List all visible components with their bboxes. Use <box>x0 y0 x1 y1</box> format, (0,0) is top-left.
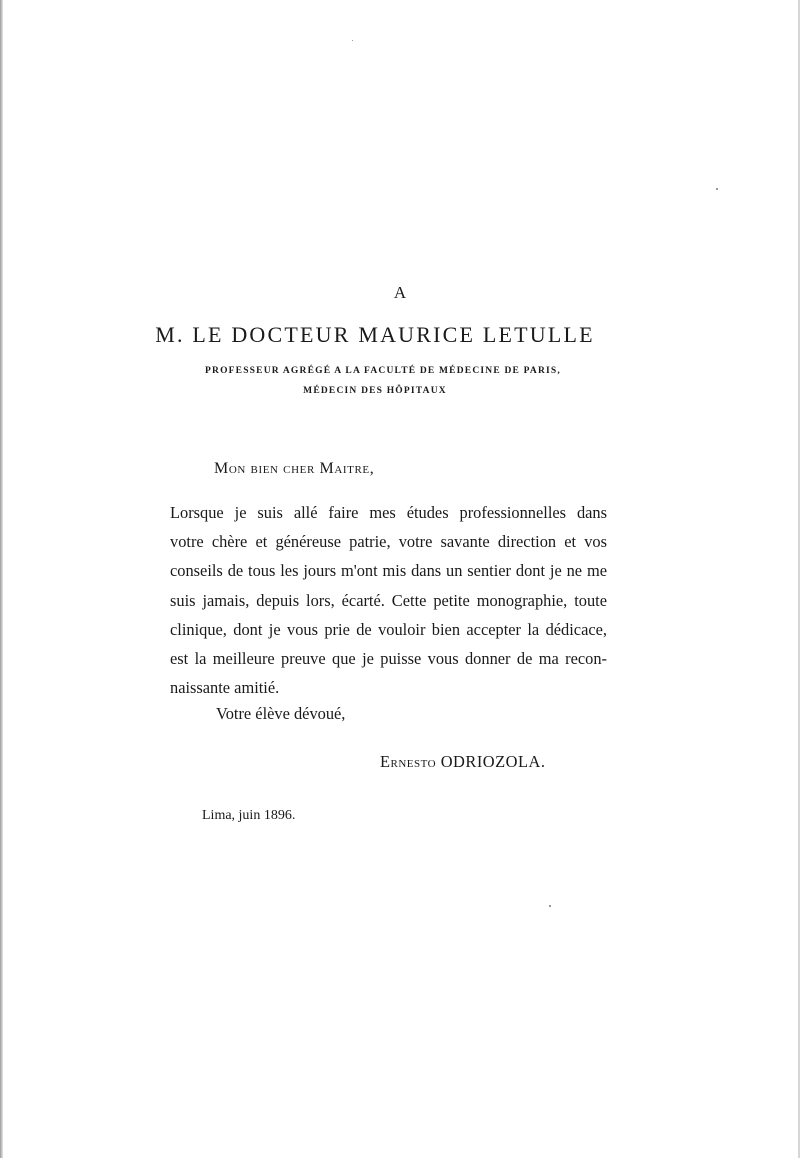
recipient-title-1: PROFESSEUR AGRÉGÉ A LA FACULTÉ DE MÉDECINE DE PARIS, <box>205 366 561 376</box>
letter-body-line: est la meilleure preuve que je puisse vous donner de ma recon- <box>170 649 607 669</box>
letter-body <box>170 498 607 702</box>
place-date: Lima, juin 1896. <box>202 808 296 823</box>
paper-speck <box>352 40 353 41</box>
signature-last-name: ODRIOZOLA. <box>440 752 546 771</box>
signature-first-name: Ernesto <box>380 752 437 771</box>
letter-body-line: suis jamais, depuis lors, écarté. Cette petite monographie, toute <box>170 590 607 610</box>
letter-body-line: clinique, dont je vous prie de vouloir bien accepter la dédicace, <box>170 619 607 639</box>
recipient-title-2: MÉDECIN DES HÔPITAUX <box>303 386 447 396</box>
letter-body-line: votre chère et généreuse patrie, votre savante direction et vos <box>170 532 607 552</box>
dedication-prefix: A <box>393 283 407 302</box>
salutation: Mon bien cher Maitre, <box>214 460 375 477</box>
letter-body-line: naissante amitié. <box>170 678 280 698</box>
closing: Votre élève dévoué, <box>216 704 346 723</box>
recipient-name: M. LE DOCTEUR MAURICE LETULLE <box>155 322 595 347</box>
letter-body-line: conseils de tous les jours m'ont mis dans un sentier dont je ne me <box>170 561 607 581</box>
letter-body-line: Lorsque je suis allé faire mes études professionnelles dans <box>170 503 607 522</box>
paper-speck <box>716 188 718 190</box>
page-left-edge <box>0 0 3 1158</box>
paper-speck <box>549 905 551 907</box>
signature <box>380 752 545 772</box>
